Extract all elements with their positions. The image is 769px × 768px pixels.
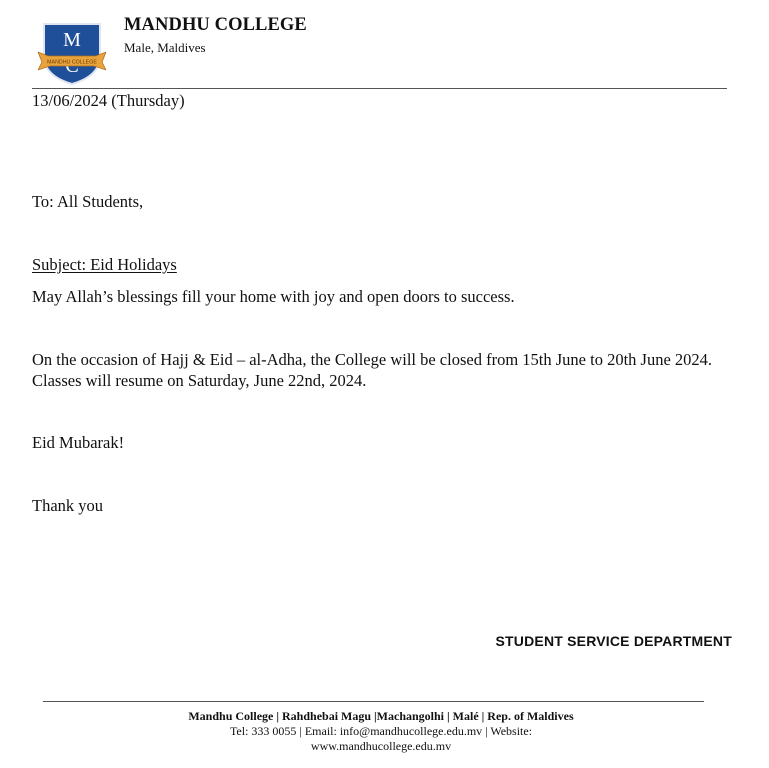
college-logo <box>38 22 106 86</box>
greeting: Eid Mubarak! <box>32 433 125 452</box>
blessing-paragraph: May Allah’s blessings fill your home with joy and open doors to success. <box>32 287 515 306</box>
department-signature: STUDENT SERVICE DEPARTMENT <box>495 633 732 649</box>
salutation: To: All Students, <box>32 192 144 211</box>
college-location: Male, Maldives <box>124 40 206 55</box>
footer <box>43 709 719 754</box>
footer-contact: Tel: 333 0055 | Email: info@mandhucollege.edu.mv | Website: <box>229 724 533 738</box>
footer-website: www.mandhucollege.edu.mv <box>310 739 452 753</box>
closing: Thank you <box>32 496 104 515</box>
college-name: MANDHU COLLEGE <box>124 15 307 35</box>
logo-ribbon-text: MANDHU COLLEGE <box>47 59 97 66</box>
header-divider <box>32 88 727 89</box>
subject-line: Subject: Eid Holidays <box>32 255 177 274</box>
letter-date: 13/06/2024 (Thursday) <box>32 91 185 110</box>
footer-divider <box>43 701 704 702</box>
announcement-paragraph: On the occasion of Hajj & Eid – al-Adha, the College will be closed from 15th June to 20th June 2024. Classes will resume on Saturday, June 22nd, 2024. <box>32 350 713 390</box>
footer-address: Mandhu College | Rahdhebai Magu |Machangolhi | Malé | Rep. of Maldives <box>188 709 574 723</box>
logo-letter-m: M <box>63 29 81 51</box>
